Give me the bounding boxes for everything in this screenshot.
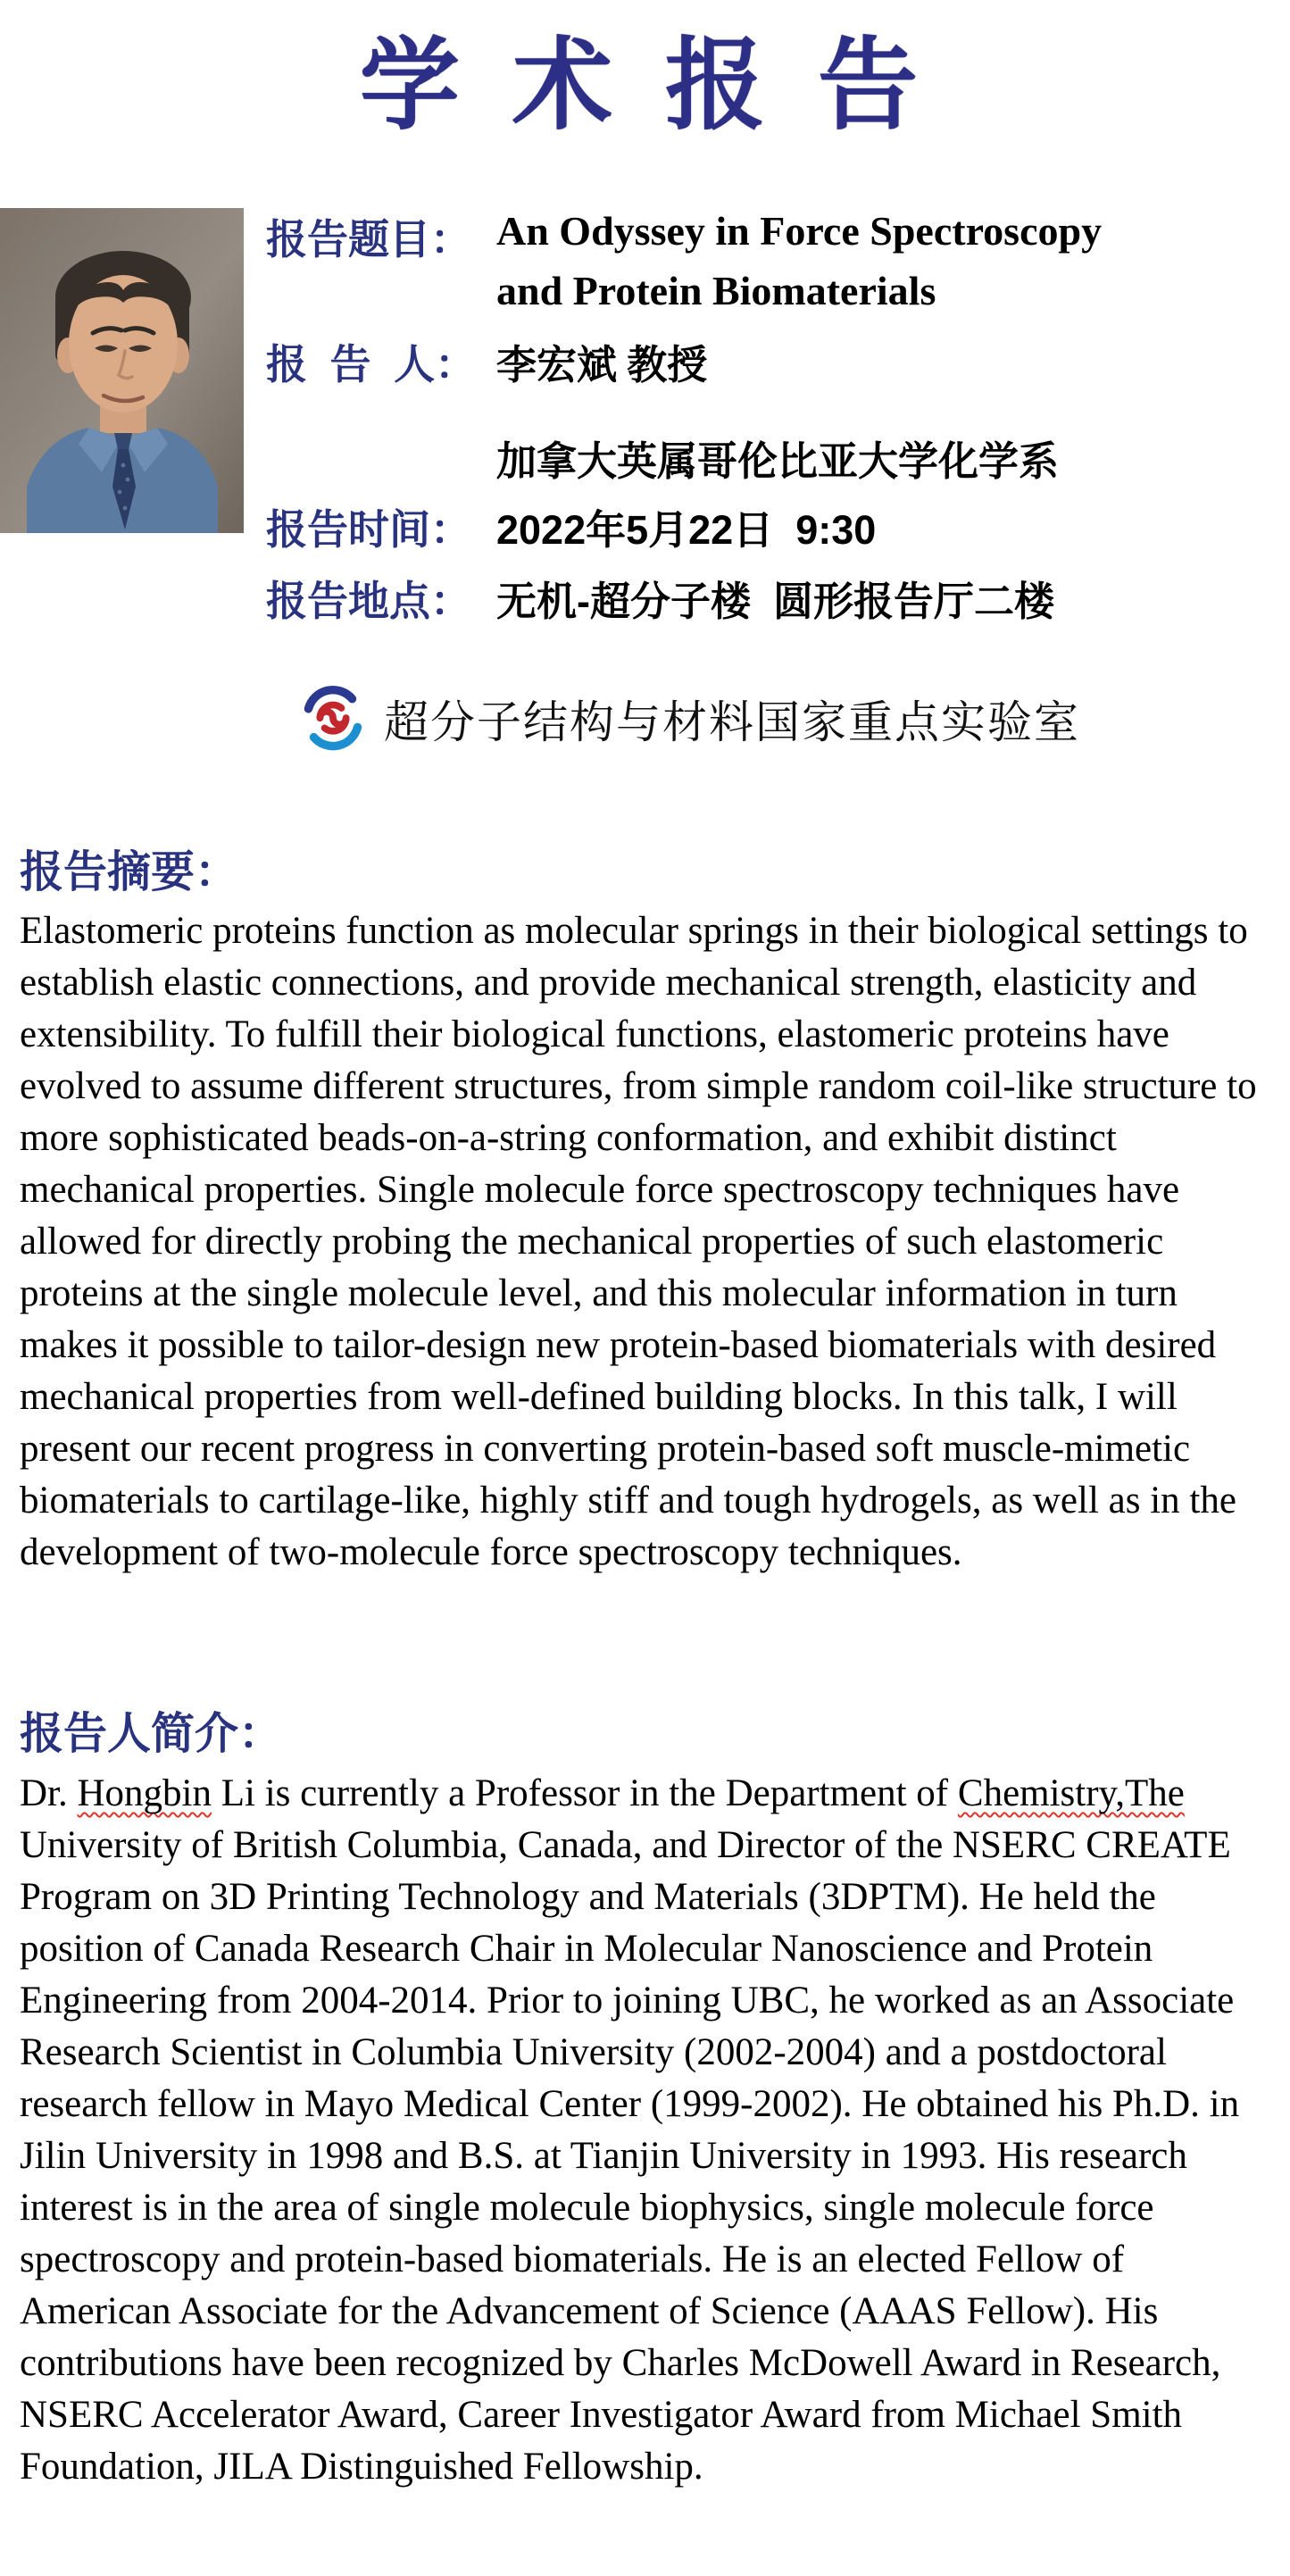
speaker-label: 报 告 人：: [266, 341, 477, 388]
place-label: 报告地点：: [266, 578, 471, 624]
bio-text-rest: University of British Columbia, Canada, and Director of the NSERC CREATE Program on 3D Printing Technology and Materials (3DPTM). He held the position of Canada Research Chair in Molecular Nanoscience and Protein Engineering from 2004-2014. Prior to joining UBC, he worked as an Associate Research Scientist in Columbia University (2002-2004) and a postdoctoral research fellow in Mayo Medical Center (1999-2002). He obtained his Ph.D. in Jilin University in 1998 and B.S. at Tianjin University in 1993. His research interest is in the area of single molecule biophysics, single molecule force spectroscopy and protein-based biomaterials. He is an elected Fellow of American Associate for the Advancement of Science (AAAS Fellow). His contributions have been recognized by Charles McDowell Award in Research, NSERC Accelerator Award, Career Investigator Award from Michael Smith Foundation, JILA Distinguished Fellowship.: [20, 1824, 1240, 2488]
bio-text-pre: Dr.: [20, 1772, 78, 1814]
bio-text: [20, 1768, 1274, 2493]
bio-heading: 报告人简介：: [20, 1710, 283, 1758]
lab-logo-icon: [295, 680, 371, 757]
bio-name-spellcheck: Hongbin: [77, 1772, 212, 1814]
bio-text-mid: Li is currently a Professor in the Department of: [212, 1772, 958, 1814]
speaker-affiliation: 加拿大英属哥伦比亚大学化学系: [496, 439, 1060, 484]
talk-title-line1: An Odyssey in Force Spectroscopy: [496, 208, 1103, 254]
speaker-name: 李宏斌 教授: [496, 343, 708, 388]
place-value: 无机-超分子楼 圆形报告厅二楼: [496, 579, 1054, 624]
topic-label: 报告题目：: [266, 216, 471, 263]
abstract-heading: 报告摘要：: [20, 848, 239, 896]
speaker-photo: [0, 208, 244, 533]
time-value: 2022年5月22日 9:30: [496, 507, 877, 553]
page-title: 学 术 报 告: [359, 29, 931, 141]
abstract-text: Elastomeric proteins function as molecular springs in their biological settings to establish elastic connections, and provide mechanical strength, elasticity and extensibility. To fulfill their biological functions, elastomeric proteins have evolved to assume different structures, from simple random coil-like structure to more sophisticated beads-on-a-string conformation, and exhibit distinct mechanical properties. Single molecule force spectroscopy techniques have allowed for directly probing the mechanical properties of such elastomeric proteins at the single molecule level, and this molecular information in turn makes it possible to tailor-design new protein-based biomaterials with desired mechanical properties from well-defined building blocks. In this talk, I will present our recent progress in converting protein-based soft muscle-mimetic biomaterials to cartilage-like, highly stiff and tough hydrogels, as well as in the development of two-molecule force spectroscopy techniques.: [20, 910, 1257, 1573]
lab-name: 超分子结构与材料国家重点实验室: [384, 697, 1080, 747]
bio-chemistry-spellcheck: Chemistry,The: [957, 1772, 1185, 1814]
lab-banner: [295, 680, 1080, 757]
time-label: 报告时间：: [266, 506, 471, 553]
talk-title-line2: and Protein Biomaterials: [496, 268, 936, 313]
